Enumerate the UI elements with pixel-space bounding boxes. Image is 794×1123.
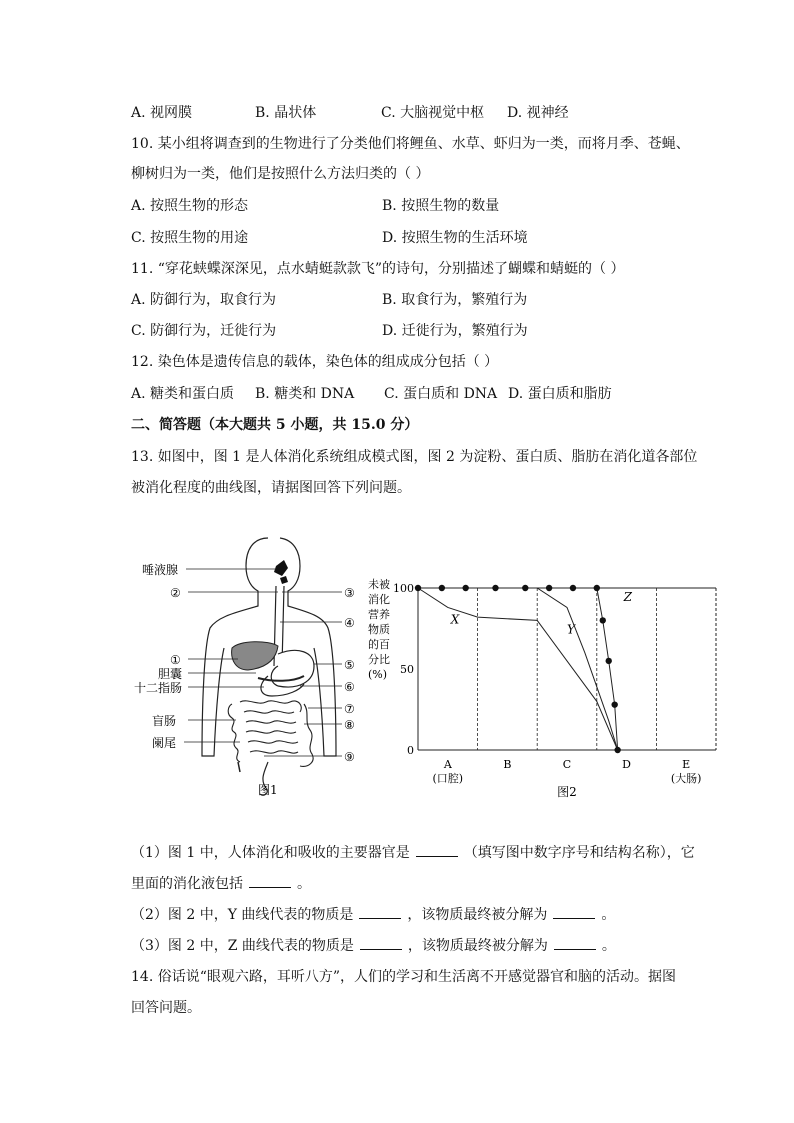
digestion-chart [366,574,726,802]
q12-option-c: C. 蛋白质和 DNA [384,386,498,402]
y-axis-label-line: 分比 [368,653,390,666]
label-3: ③ [344,586,355,600]
region-label: E [682,758,691,771]
label-appendix: 阑尾 [152,736,177,750]
q9-option-d: D. 视神经 [507,105,569,121]
q11-option-b: B. 取食行为，繁殖行为 [382,292,528,308]
q13-sub3-blank1[interactable] [360,935,402,950]
q14-stem-line2: 回答问题。 [131,1000,201,1016]
series-z-point [606,658,612,664]
region-label: D [622,758,632,771]
label-cecum: 盲肠 [152,714,177,728]
q10-option-c: C. 按照生物的用途 [131,230,249,246]
q13-sub1-line2 [131,873,311,894]
y-axis-label-line: (%) [368,668,388,681]
figure2-caption: 图2 [557,785,577,799]
q10-option-a: A. 按照生物的形态 [131,198,249,214]
q12-option-d: D. 蛋白质和脂肪 [508,386,612,402]
region-label: B [503,758,512,771]
label-7: ⑦ [344,702,355,716]
series-z-point [462,585,468,591]
y-axis-label-line: 营养 [368,608,390,621]
q13-sub1-blank2[interactable] [249,873,291,888]
section-heading: 二、简答题（本大题共 5 小题，共 15.0 分） [131,417,419,433]
q13-stem-line1: 13. 如图中，图 1 是人体消化系统组成模式图，图 2 为淀粉、蛋白质、脂肪在消化道各部位 [131,449,698,465]
q9-option-a: A. 视网膜 [131,105,193,121]
series-z-point [611,701,617,707]
q12-option-a: A. 糖类和蛋白质 [131,386,235,402]
q10-stem-line2: 柳树归为一类，他们是按照什么方法归类的（ ） [131,166,430,182]
label-1: ① [170,653,181,667]
q14-stem-line1: 14. 俗话说“眼观六路，耳听八方”，人们的学习和生活离不开感觉器官和脑的活动。据图 [131,969,677,985]
q13-sub1-text-a: （1）图 1 中，人体消化和吸收的主要器官是 [131,845,410,861]
series-z-point [546,585,552,591]
q10-stem-line1: 10. 某小组将调查到的生物进行了分类他们将鲤鱼、水草、虾归为一类，而将月季、苍蝇、 [131,136,690,152]
series-z-point [415,585,421,591]
region-note: (口腔) [432,772,464,785]
q13-sub1-text-b: （填写图中数字序号和结构名称），它 [463,845,695,861]
series-line-y [418,588,618,750]
y-axis-label-line: 的百 [368,638,390,651]
q12-stem: 12. 染色体是遗传信息的载体，染色体的组成成分包括（ ） [131,354,499,370]
q11-option-d: D. 迁徙行为，繁殖行为 [382,323,528,339]
q13-sub3-end: 。 [601,938,616,954]
curve-label-z: Z [623,589,632,604]
series-line-z [418,588,618,750]
label-2: ② [170,586,181,600]
q13-sub2-text-a: （2）图 2 中，Y 曲线代表的物质是 [131,907,354,923]
q9-option-b: B. 晶状体 [255,105,317,121]
y-tick-label: 50 [400,663,414,676]
q13-sub2-text-b: ，该物质最终被分解为 [407,907,548,923]
series-z-point [522,585,528,591]
q11-stem: 11. “穿花蛱蝶深深见，点水蜻蜓款款飞”的诗句，分别描述了蝴蝶和蜻蜓的（ ） [131,261,625,277]
q10-option-b: B. 按照生物的数量 [382,198,500,214]
series-z-point [614,747,620,753]
q12-option-b: B. 糖类和 DNA [255,386,355,402]
series-z-point [439,585,445,591]
q9-option-c: C. 大脑视觉中枢 [381,105,485,121]
q13-sub1-blank1[interactable] [416,842,458,857]
label-gallbladder: 胆囊 [158,667,183,681]
label-salivary-gland: 唾液腺 [142,563,179,577]
q13-sub3 [131,935,616,956]
q13-sub3-text-a: （3）图 2 中，Z 曲线代表的物质是 [131,938,354,954]
series-z-point [492,585,498,591]
series-line-x [418,588,618,750]
q13-sub3-text-b: ，该物质最终被分解为 [407,938,548,954]
label-4: ④ [344,616,355,630]
label-6: ⑥ [344,680,355,694]
q13-sub1-text-c: 里面的消化液包括 [131,876,243,892]
figure-digestion-chart [366,574,726,802]
region-label: A [443,758,452,771]
curve-label-y: Y [567,622,575,637]
y-axis-label-line: 物质 [368,623,390,636]
region-note: (大肠) [670,772,702,785]
label-5: ⑤ [344,658,355,672]
q13-sub2-end: 。 [601,907,616,923]
label-8: ⑧ [344,718,355,732]
series-z-point [600,617,606,623]
q13-sub1-end: 。 [297,876,311,892]
series-z-point [594,585,600,591]
y-tick-label: 0 [407,744,414,757]
y-axis-label-line: 未被 [368,578,390,591]
region-label: C [562,758,572,771]
y-tick-label: 100 [393,582,414,595]
figure-digestive-system [128,536,368,806]
label-9: ⑨ [344,750,355,764]
q10-option-d: D. 按照生物的生活环境 [382,230,528,246]
q13-sub1-line1 [131,842,695,863]
q11-option-a: A. 防御行为，取食行为 [131,292,277,308]
q11-option-c: C. 防御行为，迁徙行为 [131,323,277,339]
curve-label-x: X [450,612,460,627]
q13-stem-line2: 被消化程度的曲线图，请据图回答下列问题。 [131,480,411,496]
q13-sub3-blank2[interactable] [554,935,596,950]
label-duodenum: 十二指肠 [134,681,183,695]
q13-sub2-blank2[interactable] [553,904,595,919]
q13-sub2 [131,904,615,925]
figure1-caption: 图1 [258,783,278,797]
digestive-system-diagram [128,536,368,806]
q13-sub2-blank1[interactable] [359,904,401,919]
y-axis-label-line: 消化 [368,593,390,606]
series-z-point [570,585,576,591]
